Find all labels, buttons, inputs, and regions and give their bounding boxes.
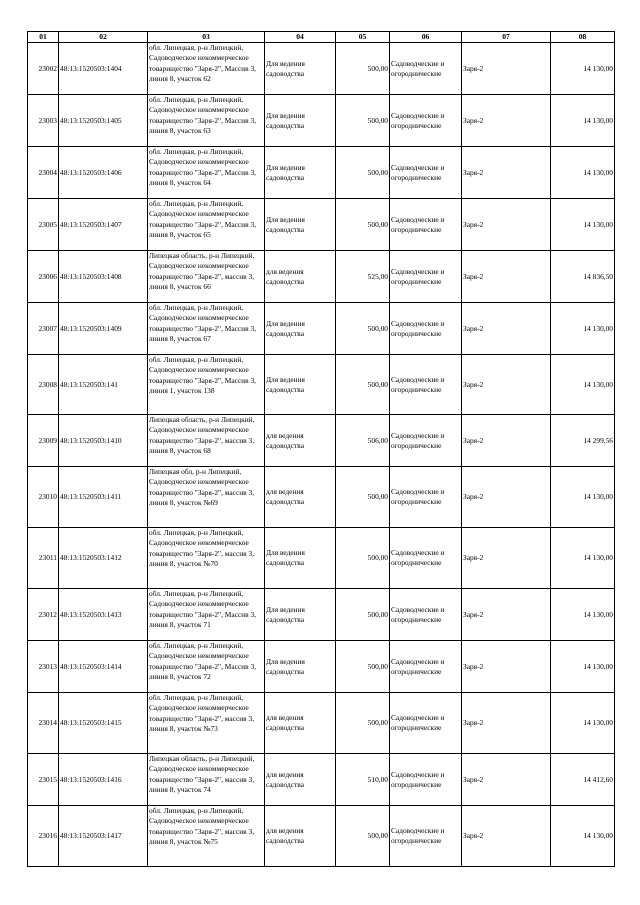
cadastral-number: 48:13:1520503:1404: [59, 43, 148, 95]
column-header: 04: [265, 32, 336, 43]
address-text: Липецкая область, р-н Липецкий, Садоводческое некоммерческое товарищество "Заря-2", массив 3, линия 8, участок 74: [149, 754, 255, 794]
land-category: Садоводческие и огороднические: [390, 95, 462, 147]
permitted-use: для ведения садоводства: [265, 806, 336, 867]
permitted-use: для ведения садоводства: [265, 754, 336, 806]
area-value: 506,00: [336, 415, 390, 467]
cadastral-number: 48:13:1520503:1412: [59, 528, 148, 589]
land-category: Садоводческие и огороднические: [390, 693, 462, 754]
land-category: Садоводческие и огороднические: [390, 589, 462, 641]
permitted-use: Для ведения садоводства: [265, 43, 336, 95]
row-number: 23004: [28, 147, 59, 199]
area-value: 500,00: [336, 355, 390, 415]
permitted-use: Для ведения садоводства: [265, 199, 336, 251]
address: [148, 199, 265, 251]
land-category: Садоводческие и огороднические: [390, 415, 462, 467]
header-row: [28, 32, 615, 43]
area-value: 500,00: [336, 806, 390, 867]
row-number: 23003: [28, 95, 59, 147]
row-number: 23009: [28, 415, 59, 467]
table-row: [28, 754, 615, 806]
cadastral-number: 48:13:1520503:1406: [59, 147, 148, 199]
address-text: Липецкая область, р-н Липецкий, Садоводческое некоммерческое товарищество "Заря-2", массив 3, линия 8, участок 68: [149, 415, 255, 455]
cadastral-value: 14 130,00: [551, 641, 615, 693]
cadastral-value: 14 412,60: [551, 754, 615, 806]
area-value: 500,00: [336, 95, 390, 147]
permitted-use: Для ведения садоводства: [265, 355, 336, 415]
row-number: 23014: [28, 693, 59, 754]
land-category: Садоводческие и огороднические: [390, 251, 462, 303]
permitted-use: для ведения садоводства: [265, 467, 336, 528]
land-category: Садоводческие и огороднические: [390, 754, 462, 806]
address: [148, 415, 265, 467]
cadastral-number: 48:13:1520503:1405: [59, 95, 148, 147]
permitted-use: Для ведения садоводства: [265, 528, 336, 589]
valuation-zone: Заря-2: [462, 641, 551, 693]
cadastral-number: 48:13:1520503:1410: [59, 415, 148, 467]
area-value: 500,00: [336, 467, 390, 528]
valuation-zone: Заря-2: [462, 199, 551, 251]
column-header: 08: [551, 32, 615, 43]
address: [148, 251, 265, 303]
cadastral-value: 14 130,00: [551, 806, 615, 867]
address-text: обл. Липецкая, р-н Липецкий, Садоводческое некоммерческое товарищество "Заря-2", Массив 3, линия 8, участок 64: [149, 147, 257, 187]
row-number: 23005: [28, 199, 59, 251]
row-number: 23008: [28, 355, 59, 415]
row-number: 23006: [28, 251, 59, 303]
row-number: 23011: [28, 528, 59, 589]
column-header: 02: [59, 32, 148, 43]
table-row: [28, 806, 615, 867]
address: [148, 754, 265, 806]
permitted-use: Для ведения садоводства: [265, 95, 336, 147]
address-text: Липецкая обл, р-н Липецкий, Садоводческое некоммерческое товарищество "Заря-2", массив 3, линия 8, участок №69: [149, 467, 255, 507]
table-row: [28, 303, 615, 355]
row-number: 23012: [28, 589, 59, 641]
cadastral-value: 14 130,00: [551, 147, 615, 199]
cadastral-number: 48:13:1520503:1416: [59, 754, 148, 806]
area-value: 500,00: [336, 589, 390, 641]
address-text: обл. Липецкая, р-н Липецкий, Садоводческое некоммерческое товарищество "Заря-2", массив 3, линия 8, участок №73: [149, 693, 255, 733]
column-header: 01: [28, 32, 59, 43]
address-text: обл. Липецкая, р-н Липецкий, Садоводческое некоммерческое товарищество "Заря-2", Массив 3, линия 8, участок 65: [149, 199, 257, 239]
cadastral-number: 48:13:1520503:1415: [59, 693, 148, 754]
row-number: 23007: [28, 303, 59, 355]
row-number: 23013: [28, 641, 59, 693]
land-category: Садоводческие и огороднические: [390, 528, 462, 589]
valuation-zone: Заря-2: [462, 415, 551, 467]
cadastral-value: 14 130,00: [551, 355, 615, 415]
area-value: 500,00: [336, 199, 390, 251]
cadastral-number: 48:13:1520503:1411: [59, 467, 148, 528]
address: [148, 467, 265, 528]
table-row: [28, 199, 615, 251]
cadastral-value: 14 130,00: [551, 199, 615, 251]
table-row: [28, 641, 615, 693]
cadastral-value-table: [27, 31, 615, 867]
table-row: [28, 43, 615, 95]
cadastral-number: 48:13:1520503:1413: [59, 589, 148, 641]
permitted-use: для ведения садоводства: [265, 415, 336, 467]
address-text: обл. Липецкая, р-н Липецкий, Садоводческое некоммерческое товарищество "Заря-2", Массив 3, линия 8, участок 71: [149, 589, 257, 629]
address: [148, 528, 265, 589]
address: [148, 303, 265, 355]
cadastral-value: 14 836,50: [551, 251, 615, 303]
area-value: 500,00: [336, 528, 390, 589]
table-row: [28, 467, 615, 528]
address: [148, 355, 265, 415]
valuation-zone: Заря-2: [462, 251, 551, 303]
land-category: Садоводческие и огороднические: [390, 199, 462, 251]
area-value: 500,00: [336, 43, 390, 95]
permitted-use: Для ведения садоводства: [265, 589, 336, 641]
cadastral-value: 14 130,00: [551, 467, 615, 528]
land-category: Садоводческие и огороднические: [390, 467, 462, 528]
valuation-zone: Заря-2: [462, 589, 551, 641]
address: [148, 147, 265, 199]
valuation-zone: Заря-2: [462, 806, 551, 867]
address-text: обл. Липецкая, р-н Липецкий, Садоводческое некоммерческое товарищество "Заря-2", Массив 3, линия 8, участок 63: [149, 95, 257, 135]
cadastral-number: 48:13:1520503:1408: [59, 251, 148, 303]
address-text: обл. Липецкая, р-н Липецкий, Садоводческое некоммерческое товарищество "Заря-2", Массив 3, линия 8, участок 67: [149, 303, 257, 343]
permitted-use: Для ведения садоводства: [265, 641, 336, 693]
address-text: Липецкая область, р-н Липецкий, Садоводческое некоммерческое товарищество "Заря-2", массив 3, линия 8, участок 66: [149, 251, 255, 291]
cadastral-value: 14 130,00: [551, 528, 615, 589]
cadastral-value: 14 130,00: [551, 303, 615, 355]
area-value: 525,00: [336, 251, 390, 303]
row-number: 23002: [28, 43, 59, 95]
land-category: Садоводческие и огороднические: [390, 43, 462, 95]
valuation-zone: Заря-2: [462, 467, 551, 528]
area-value: 500,00: [336, 303, 390, 355]
area-value: 500,00: [336, 147, 390, 199]
cadastral-value: 14 130,00: [551, 693, 615, 754]
land-category: Садоводческие и огороднические: [390, 641, 462, 693]
valuation-zone: Заря-2: [462, 528, 551, 589]
land-category: Садоводческие и огороднические: [390, 355, 462, 415]
address: [148, 693, 265, 754]
land-category: Садоводческие и огороднические: [390, 806, 462, 867]
address-text: обл. Липецкая, р-н Липецкий, Садоводческое некоммерческое товарищество "Заря-2", массив 3, линия 8, участок №75: [149, 806, 255, 846]
permitted-use: Для ведения садоводства: [265, 147, 336, 199]
row-number: 23016: [28, 806, 59, 867]
column-header: 06: [390, 32, 462, 43]
area-value: 500,00: [336, 641, 390, 693]
table-row: [28, 147, 615, 199]
table-row: [28, 355, 615, 415]
valuation-zone: Заря-2: [462, 303, 551, 355]
cadastral-value: 14 130,00: [551, 95, 615, 147]
address-text: обл. Липецкая, р-н Липецкий, Садоводческое некоммерческое товарищество "Заря-2", Массив 3, линия 1, участок 138: [149, 355, 257, 395]
cadastral-number: 48:13:1520503:1417: [59, 806, 148, 867]
table-row: [28, 693, 615, 754]
valuation-zone: Заря-2: [462, 43, 551, 95]
permitted-use: для ведения садоводства: [265, 693, 336, 754]
valuation-zone: Заря-2: [462, 754, 551, 806]
cadastral-value: 14 130,00: [551, 589, 615, 641]
valuation-zone: Заря-2: [462, 355, 551, 415]
valuation-zone: Заря-2: [462, 147, 551, 199]
cadastral-value: 14 130,00: [551, 43, 615, 95]
table-row: [28, 95, 615, 147]
address: [148, 589, 265, 641]
address: [148, 43, 265, 95]
land-category: Садоводческие и огороднические: [390, 303, 462, 355]
cadastral-number: 48:13:1520503:141: [59, 355, 148, 415]
cadastral-number: 48:13:1520503:1407: [59, 199, 148, 251]
address: [148, 641, 265, 693]
area-value: 510,00: [336, 754, 390, 806]
cadastral-number: 48:13:1520503:1409: [59, 303, 148, 355]
valuation-zone: Заря-2: [462, 95, 551, 147]
table-row: [28, 589, 615, 641]
cadastral-number: 48:13:1520503:1414: [59, 641, 148, 693]
table-row: [28, 528, 615, 589]
land-category: Садоводческие и огороднические: [390, 147, 462, 199]
cadastral-value: 14 299,56: [551, 415, 615, 467]
address-text: обл. Липецкая, р-н Липецкий, Садоводческое некоммерческое товарищество "Заря-2", Массив 3, линия 8, участок 62: [149, 43, 257, 83]
permitted-use: Для ведения садоводства: [265, 303, 336, 355]
permitted-use: для ведения садоводства: [265, 251, 336, 303]
valuation-zone: Заря-2: [462, 693, 551, 754]
table-row: [28, 251, 615, 303]
address: [148, 806, 265, 867]
area-value: 500,00: [336, 693, 390, 754]
table-row: [28, 415, 615, 467]
column-header: 05: [336, 32, 390, 43]
address-text: обл. Липецкая, р-н Липецкий, Садоводческое некоммерческое товарищество "Заря-2", Массив 3, линия 8, участок 72: [149, 641, 257, 681]
column-header: 07: [462, 32, 551, 43]
row-number: 23010: [28, 467, 59, 528]
address-text: обл. Липецкая, р-н Липецкий, Садоводческое некоммерческое товарищество "Заря-2", массив 3, линия 8, участок №70: [149, 528, 255, 568]
row-number: 23015: [28, 754, 59, 806]
column-header: 03: [148, 32, 265, 43]
address: [148, 95, 265, 147]
